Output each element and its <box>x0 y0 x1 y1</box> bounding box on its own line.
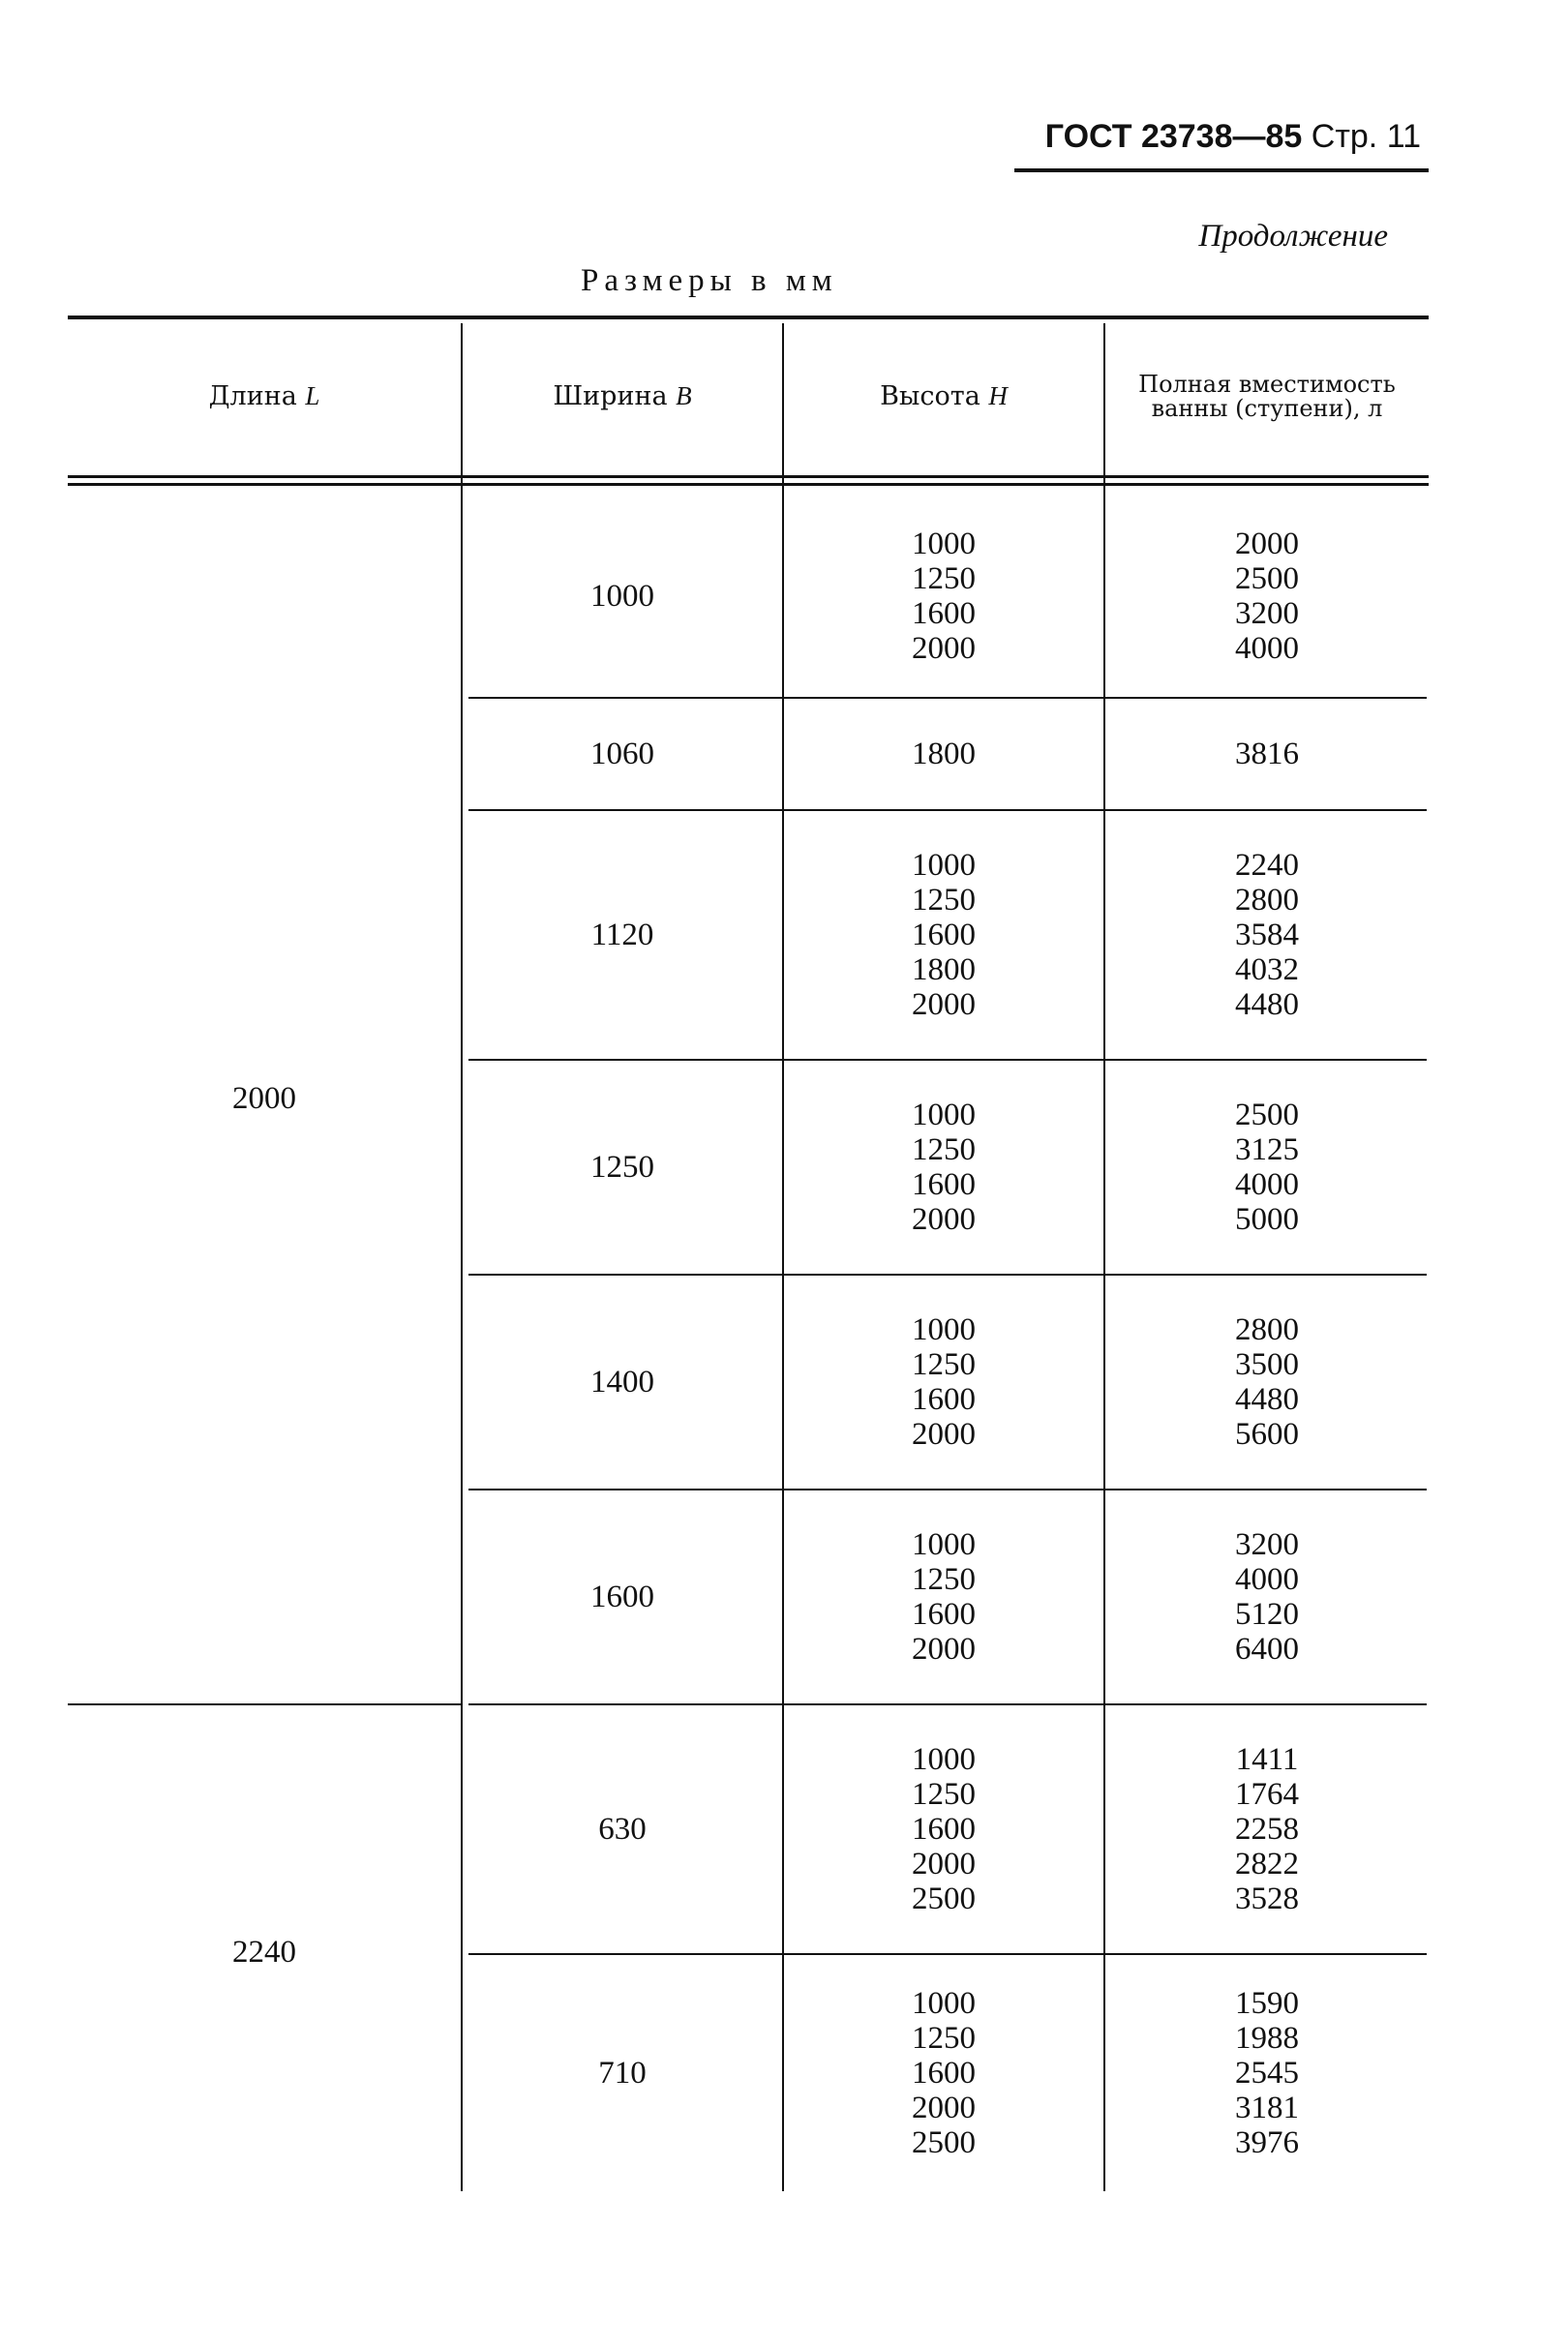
width-cell: 1600 <box>590 1580 654 1614</box>
capacity-cell: 3200 4000 5120 6400 <box>1235 1527 1299 1667</box>
height-cell: 1000 1250 1600 2000 <box>912 1312 976 1452</box>
group-separator <box>68 1703 461 1705</box>
header-bottom-rule-1 <box>68 475 1429 478</box>
capacity-cell: 3816 <box>1235 737 1299 771</box>
document-id: ГОСТ 23738—85 <box>1044 118 1303 155</box>
width-cell: 630 <box>598 1812 647 1847</box>
continuation-label: Продолжение <box>1198 219 1388 254</box>
capacity-cell: 2240 2800 3584 4032 4480 <box>1235 848 1299 1022</box>
length-cell-2000: 2000 <box>232 1081 296 1116</box>
column-header-height: Высота H <box>880 381 1008 412</box>
width-cell: 1060 <box>590 737 654 771</box>
height-cell: 1000 1250 1600 1800 2000 <box>912 848 976 1022</box>
height-cell: 1000 1250 1600 2000 <box>912 527 976 666</box>
width-cell: 1250 <box>590 1150 654 1185</box>
length-cell-2240: 2240 <box>232 1935 296 1970</box>
height-cell: 1800 <box>912 737 976 771</box>
capacity-cell: 2800 3500 4480 5600 <box>1235 1312 1299 1452</box>
capacity-cell: 2000 2500 3200 4000 <box>1235 527 1299 666</box>
width-cell: 1120 <box>590 918 654 952</box>
capacity-cell: 2500 3125 4000 5000 <box>1235 1098 1299 1237</box>
height-cell: 1000 1250 1600 2000 2500 <box>912 1986 976 2160</box>
page-header <box>1014 114 1429 172</box>
width-cell: 1000 <box>590 579 654 614</box>
height-cell: 1000 1250 1600 2000 <box>912 1527 976 1667</box>
height-cell: 1000 1250 1600 2000 <box>912 1098 976 1237</box>
table-top-rule <box>68 316 1429 319</box>
width-cell: 1400 <box>590 1365 654 1400</box>
capacity-cell: 1590 1988 2545 3181 3976 <box>1235 1986 1299 2160</box>
height-cell: 1000 1250 1600 2000 2500 <box>912 1742 976 1916</box>
column-header-width: Ширина B <box>553 381 692 412</box>
units-caption: Размеры в мм <box>581 263 838 298</box>
column-header-length: Длина L <box>208 381 320 412</box>
header-bottom-rule-2 <box>68 483 1429 486</box>
capacity-cell: 1411 1764 2258 2822 3528 <box>1235 1742 1299 1916</box>
column-header-capacity: Полная вместимость ванны (ступени), л <box>1138 370 1396 422</box>
width-cell: 710 <box>598 2056 647 2091</box>
page-number: Стр. 11 <box>1311 118 1421 155</box>
